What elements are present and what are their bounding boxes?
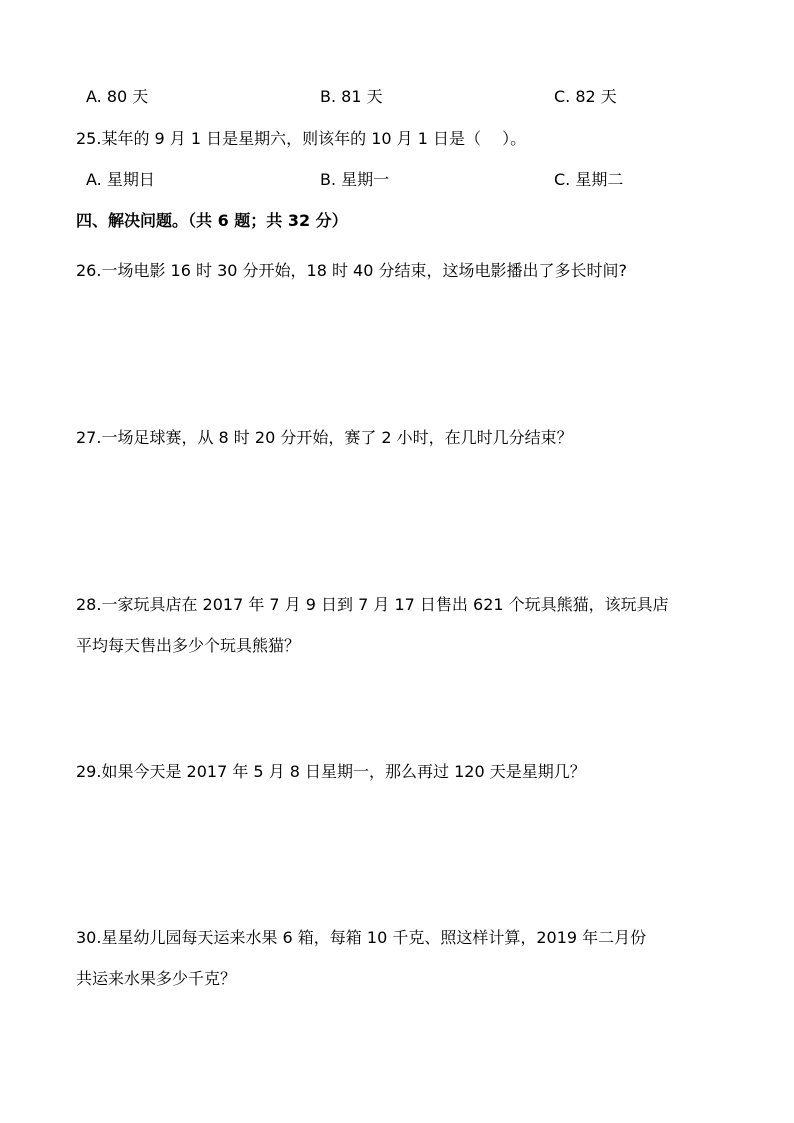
q25-option-c: C. 星期二 <box>554 170 624 189</box>
q25-option-a: A. 星期日 <box>86 170 155 189</box>
q25-option-b: B. 星期一 <box>320 170 390 189</box>
problem-26: 26.一场电影 16 时 30 分开始，18 时 40 分结束，这场电影播出了多长时间? <box>76 261 627 280</box>
q24-option-c: C. 82 天 <box>554 87 617 106</box>
problem-29: 29.如果今天是 2017 年 5 月 8 日星期一，那么再过 120 天是星期几？ <box>76 762 586 781</box>
section-heading: 四、解决问题。（共 6 题；共 32 分） <box>76 211 348 230</box>
q24-option-a: A. 80 天 <box>86 87 149 106</box>
q25-question: 25.某年的 9 月 1 日是星期六，则该年的 10 月 1 日是（ ）。 <box>76 129 527 148</box>
problem-28-line-2: 平均每天售出多少个玩具熊猫？ <box>76 636 301 655</box>
problem-30-line-1: 30.星星幼儿园每天运来水果 6 箱，每箱 10 千克、照这样计算，2019 年二月份 <box>76 928 647 947</box>
problem-27: 27.一场足球赛，从 8 时 20 分开始，赛了 2 小时，在几时几分结束？ <box>76 428 573 447</box>
q24-option-b: B. 81 天 <box>320 87 383 106</box>
problem-30-line-2: 共运来水果多少千克？ <box>76 969 237 988</box>
problem-28-line-1: 28.一家玩具店在 2017 年 7 月 9 日到 7 月 17 日售出 621 个玩具熊猫，该玩具店 <box>76 595 669 614</box>
